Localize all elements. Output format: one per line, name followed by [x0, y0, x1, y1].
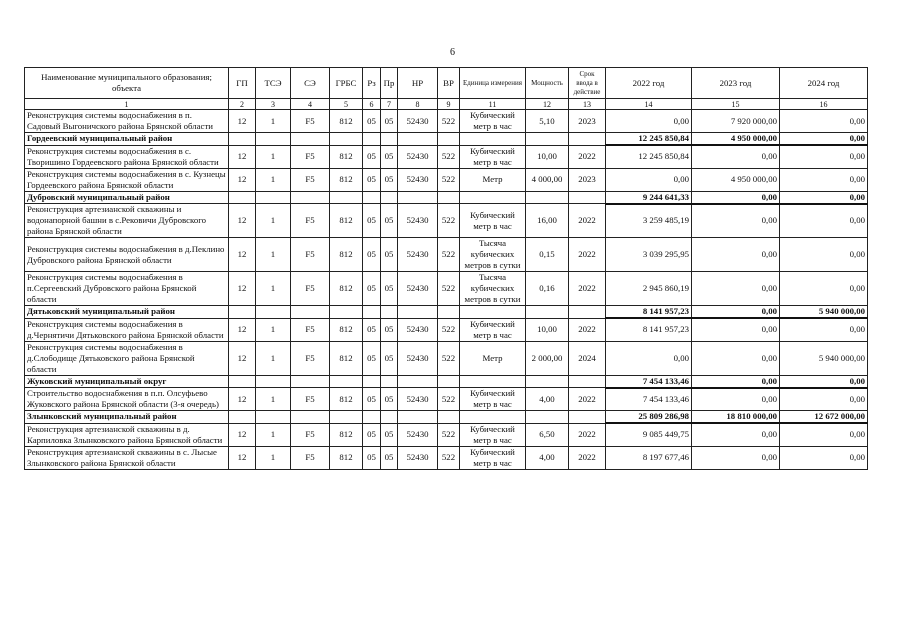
table-body — [25, 110, 868, 470]
cell-empty — [256, 306, 291, 319]
cell-2024: 0,00 — [780, 388, 868, 411]
cell-2023: 0,00 — [692, 446, 780, 469]
group-total-2022: 12 245 850,84 — [606, 133, 692, 146]
cell-grbs: 812 — [330, 423, 363, 446]
cell-rz: 05 — [363, 145, 381, 168]
group-total-2022: 9 244 641,33 — [606, 191, 692, 204]
cell-tse: 1 — [256, 204, 291, 238]
cell-2022: 3 259 485,19 — [606, 204, 692, 238]
cell-2022: 9 085 449,75 — [606, 423, 692, 446]
cell-tse: 1 — [256, 110, 291, 133]
cell-pr: 05 — [381, 446, 398, 469]
cell-empty — [291, 375, 330, 388]
cell-unit: Тысяча кубических метров в сутки — [460, 238, 526, 272]
cell-empty — [256, 133, 291, 146]
cell-empty — [460, 133, 526, 146]
cell-rz: 05 — [363, 423, 381, 446]
cell-2024: 0,00 — [780, 446, 868, 469]
colnum-6: 6 — [363, 99, 381, 110]
cell-2024: 0,00 — [780, 168, 868, 191]
cell-empty — [569, 306, 606, 319]
cell-unit: Кубический метр в час — [460, 204, 526, 238]
cell-rz: 05 — [363, 318, 381, 341]
cell-term: 2023 — [569, 168, 606, 191]
cell-term: 2022 — [569, 204, 606, 238]
cell-se: F5 — [291, 168, 330, 191]
object-name: Реконструкция системы водоснабжения в п.Сергеевский Дубровского района Брянской области — [25, 272, 229, 306]
cell-pr: 05 — [381, 204, 398, 238]
cell-power: 4,00 — [526, 446, 569, 469]
cell-empty — [398, 133, 438, 146]
cell-rz: 05 — [363, 272, 381, 306]
cell-empty — [363, 306, 381, 319]
cell-tse: 1 — [256, 272, 291, 306]
colnum-12: 12 — [526, 99, 569, 110]
cell-vr: 522 — [438, 341, 460, 375]
table-row — [25, 204, 868, 238]
table-row — [25, 446, 868, 469]
cell-grbs: 812 — [330, 446, 363, 469]
cell-term: 2024 — [569, 341, 606, 375]
header-unit: Единица измерения — [460, 68, 526, 99]
cell-2022: 3 039 295,95 — [606, 238, 692, 272]
cell-2023: 0,00 — [692, 388, 780, 411]
cell-grbs: 812 — [330, 110, 363, 133]
cell-tse: 1 — [256, 341, 291, 375]
cell-pr: 05 — [381, 388, 398, 411]
group-name: Гордеевский муниципальный район — [25, 133, 229, 146]
cell-gp: 12 — [229, 341, 256, 375]
cell-grbs: 812 — [330, 204, 363, 238]
colnum-5: 5 — [330, 99, 363, 110]
cell-empty — [229, 411, 256, 424]
group-total-2022: 25 809 286,98 — [606, 411, 692, 424]
group-total-2024: 5 940 000,00 — [780, 306, 868, 319]
cell-unit: Тысяча кубических метров в сутки — [460, 272, 526, 306]
table-row — [25, 341, 868, 375]
group-row — [25, 306, 868, 319]
cell-power: 5,10 — [526, 110, 569, 133]
cell-power: 4,00 — [526, 388, 569, 411]
colnum-11: 11 — [460, 99, 526, 110]
cell-empty — [460, 191, 526, 204]
cell-power: 10,00 — [526, 145, 569, 168]
group-total-2023: 0,00 — [692, 191, 780, 204]
colnum-1: 1 — [25, 99, 229, 110]
budget-table — [24, 67, 868, 470]
table-row — [25, 145, 868, 168]
group-name: Жуковский муниципальный округ — [25, 375, 229, 388]
cell-power: 0,16 — [526, 272, 569, 306]
cell-nr: 52430 — [398, 388, 438, 411]
cell-vr: 522 — [438, 145, 460, 168]
cell-pr: 05 — [381, 110, 398, 133]
object-name: Реконструкция артезианской скважины и водонапорной башни в с.Рековичи Дубровского района Брянской области — [25, 204, 229, 238]
cell-nr: 52430 — [398, 238, 438, 272]
cell-empty — [460, 306, 526, 319]
cell-pr: 05 — [381, 272, 398, 306]
table-row — [25, 423, 868, 446]
cell-unit: Кубический метр в час — [460, 388, 526, 411]
cell-empty — [330, 133, 363, 146]
cell-rz: 05 — [363, 388, 381, 411]
cell-empty — [291, 133, 330, 146]
cell-vr: 522 — [438, 238, 460, 272]
colnum-2: 2 — [229, 99, 256, 110]
cell-empty — [569, 191, 606, 204]
cell-tse: 1 — [256, 238, 291, 272]
cell-nr: 52430 — [398, 446, 438, 469]
cell-se: F5 — [291, 388, 330, 411]
cell-empty — [438, 306, 460, 319]
cell-term: 2022 — [569, 318, 606, 341]
header-2023: 2023 год — [692, 68, 780, 99]
group-name: Дятьковский муниципальный район — [25, 306, 229, 319]
header-grbs: ГРБС — [330, 68, 363, 99]
group-total-2022: 8 141 957,23 — [606, 306, 692, 319]
cell-2022: 8 141 957,23 — [606, 318, 692, 341]
cell-se: F5 — [291, 110, 330, 133]
cell-unit: Кубический метр в час — [460, 318, 526, 341]
cell-power: 10,00 — [526, 318, 569, 341]
cell-grbs: 812 — [330, 318, 363, 341]
cell-term: 2022 — [569, 272, 606, 306]
table-row — [25, 110, 868, 133]
cell-tse: 1 — [256, 168, 291, 191]
cell-gp: 12 — [229, 204, 256, 238]
cell-2023: 0,00 — [692, 204, 780, 238]
group-total-2023: 0,00 — [692, 375, 780, 388]
object-name: Реконструкция артезианской скважины в с. Лысые Злынковского района Брянской области — [25, 446, 229, 469]
table-row — [25, 318, 868, 341]
group-total-2024: 0,00 — [780, 133, 868, 146]
group-row — [25, 191, 868, 204]
cell-empty — [438, 133, 460, 146]
cell-se: F5 — [291, 318, 330, 341]
cell-vr: 522 — [438, 272, 460, 306]
cell-empty — [398, 306, 438, 319]
cell-vr: 522 — [438, 423, 460, 446]
cell-vr: 522 — [438, 446, 460, 469]
group-total-2022: 7 454 133,46 — [606, 375, 692, 388]
table-row — [25, 238, 868, 272]
cell-se: F5 — [291, 446, 330, 469]
cell-2023: 0,00 — [692, 341, 780, 375]
header-gp: ГП — [229, 68, 256, 99]
group-total-2023: 4 950 000,00 — [692, 133, 780, 146]
group-row — [25, 411, 868, 424]
cell-power: 0,15 — [526, 238, 569, 272]
cell-empty — [363, 191, 381, 204]
cell-2024: 0,00 — [780, 318, 868, 341]
cell-empty — [438, 411, 460, 424]
cell-nr: 52430 — [398, 168, 438, 191]
cell-2024: 0,00 — [780, 423, 868, 446]
cell-empty — [381, 306, 398, 319]
cell-empty — [460, 411, 526, 424]
cell-rz: 05 — [363, 341, 381, 375]
cell-power: 2 000,00 — [526, 341, 569, 375]
cell-term: 2022 — [569, 446, 606, 469]
cell-empty — [381, 375, 398, 388]
cell-empty — [460, 375, 526, 388]
cell-se: F5 — [291, 272, 330, 306]
cell-nr: 52430 — [398, 423, 438, 446]
cell-empty — [291, 411, 330, 424]
cell-empty — [526, 133, 569, 146]
cell-power: 16,00 — [526, 204, 569, 238]
object-name: Реконструкция артезианской скважины в д. Карпиловка Злынковского района Брянской области — [25, 423, 229, 446]
cell-term: 2022 — [569, 388, 606, 411]
cell-empty — [256, 375, 291, 388]
cell-empty — [569, 375, 606, 388]
cell-empty — [569, 133, 606, 146]
cell-tse: 1 — [256, 423, 291, 446]
object-name: Строительство водоснабжения в п.п. Олсуфьево Жуковского района Брянской области (3-я очередь) — [25, 388, 229, 411]
cell-tse: 1 — [256, 145, 291, 168]
header-rz: Рз — [363, 68, 381, 99]
cell-empty — [381, 133, 398, 146]
cell-empty — [291, 191, 330, 204]
cell-2024: 5 940 000,00 — [780, 341, 868, 375]
cell-2023: 0,00 — [692, 145, 780, 168]
object-name: Реконструкция системы водоснабжения в с. Творишино Гордеевского района Брянской области — [25, 145, 229, 168]
cell-2022: 0,00 — [606, 110, 692, 133]
cell-2022: 12 245 850,84 — [606, 145, 692, 168]
group-total-2024: 0,00 — [780, 191, 868, 204]
cell-2022: 2 945 860,19 — [606, 272, 692, 306]
group-row — [25, 133, 868, 146]
cell-nr: 52430 — [398, 272, 438, 306]
cell-grbs: 812 — [330, 388, 363, 411]
object-name: Реконструкция системы водоснабжения в д.Чернятичи Дятьковского района Брянской области — [25, 318, 229, 341]
group-total-2023: 18 810 000,00 — [692, 411, 780, 424]
cell-vr: 522 — [438, 388, 460, 411]
cell-2023: 0,00 — [692, 318, 780, 341]
header-power: Мощность — [526, 68, 569, 99]
cell-rz: 05 — [363, 446, 381, 469]
cell-vr: 522 — [438, 204, 460, 238]
cell-empty — [381, 191, 398, 204]
cell-pr: 05 — [381, 423, 398, 446]
cell-empty — [256, 411, 291, 424]
cell-empty — [229, 133, 256, 146]
cell-empty — [291, 306, 330, 319]
cell-pr: 05 — [381, 341, 398, 375]
object-name: Реконструкция системы водоснабжения в д.Пеклино Дубровского района Брянской области — [25, 238, 229, 272]
group-total-2024: 0,00 — [780, 375, 868, 388]
cell-gp: 12 — [229, 145, 256, 168]
colnum-13: 13 — [569, 99, 606, 110]
cell-empty — [229, 191, 256, 204]
cell-2024: 0,00 — [780, 238, 868, 272]
cell-rz: 05 — [363, 238, 381, 272]
cell-pr: 05 — [381, 238, 398, 272]
cell-se: F5 — [291, 204, 330, 238]
cell-pr: 05 — [381, 168, 398, 191]
cell-2022: 0,00 — [606, 341, 692, 375]
cell-rz: 05 — [363, 204, 381, 238]
cell-empty — [526, 411, 569, 424]
group-total-2023: 0,00 — [692, 306, 780, 319]
cell-term: 2022 — [569, 423, 606, 446]
cell-tse: 1 — [256, 318, 291, 341]
cell-empty — [438, 375, 460, 388]
page-number: 6 — [450, 47, 455, 58]
cell-empty — [256, 191, 291, 204]
object-name: Реконструкция системы водоснабжения в с. Кузнецы Гордеевского района Брянской области — [25, 168, 229, 191]
cell-power: 4 000,00 — [526, 168, 569, 191]
cell-grbs: 812 — [330, 341, 363, 375]
cell-empty — [526, 191, 569, 204]
cell-empty — [229, 306, 256, 319]
cell-term: 2022 — [569, 145, 606, 168]
cell-vr: 522 — [438, 168, 460, 191]
header-pr: Пр — [381, 68, 398, 99]
cell-empty — [363, 375, 381, 388]
cell-gp: 12 — [229, 423, 256, 446]
object-name: Реконструкция системы водоснабжения в п. Садовый Выгоничского района Брянской области — [25, 110, 229, 133]
cell-unit: Кубический метр в час — [460, 423, 526, 446]
table-row — [25, 168, 868, 191]
object-name: Реконструкция системы водоснабжения в д.Слободище Дятьковского района Брянской области — [25, 341, 229, 375]
colnum-4: 4 — [291, 99, 330, 110]
colnum-14: 14 — [606, 99, 692, 110]
cell-2022: 7 454 133,46 — [606, 388, 692, 411]
cell-2023: 0,00 — [692, 272, 780, 306]
cell-nr: 52430 — [398, 204, 438, 238]
cell-2023: 4 950 000,00 — [692, 168, 780, 191]
cell-term: 2022 — [569, 238, 606, 272]
cell-gp: 12 — [229, 110, 256, 133]
group-name: Дубровский муниципальный район — [25, 191, 229, 204]
cell-2022: 8 197 677,46 — [606, 446, 692, 469]
cell-vr: 522 — [438, 318, 460, 341]
colnum-3: 3 — [256, 99, 291, 110]
cell-unit: Кубический метр в час — [460, 110, 526, 133]
cell-empty — [330, 411, 363, 424]
colnum-16: 16 — [780, 99, 868, 110]
cell-2024: 0,00 — [780, 110, 868, 133]
group-name: Злынковский муниципальный район — [25, 411, 229, 424]
cell-se: F5 — [291, 145, 330, 168]
colnum-8: 8 — [398, 99, 438, 110]
cell-rz: 05 — [363, 168, 381, 191]
cell-pr: 05 — [381, 145, 398, 168]
cell-gp: 12 — [229, 318, 256, 341]
cell-empty — [381, 411, 398, 424]
cell-empty — [398, 191, 438, 204]
header-term: Срок ввода в действие — [569, 68, 606, 99]
cell-grbs: 812 — [330, 238, 363, 272]
cell-gp: 12 — [229, 238, 256, 272]
cell-2022: 0,00 — [606, 168, 692, 191]
cell-tse: 1 — [256, 388, 291, 411]
cell-gp: 12 — [229, 446, 256, 469]
header-name: Наименование муниципального образования; объекта — [25, 68, 229, 99]
cell-2023: 0,00 — [692, 423, 780, 446]
header-nr: НР — [398, 68, 438, 99]
table-row — [25, 272, 868, 306]
cell-term: 2023 — [569, 110, 606, 133]
cell-2024: 0,00 — [780, 204, 868, 238]
cell-empty — [398, 375, 438, 388]
cell-nr: 52430 — [398, 110, 438, 133]
header-row — [25, 68, 868, 99]
cell-empty — [229, 375, 256, 388]
cell-unit: Метр — [460, 168, 526, 191]
cell-grbs: 812 — [330, 145, 363, 168]
colnum-9: 9 — [438, 99, 460, 110]
cell-se: F5 — [291, 238, 330, 272]
cell-empty — [569, 411, 606, 424]
cell-2023: 7 920 000,00 — [692, 110, 780, 133]
cell-empty — [330, 191, 363, 204]
cell-empty — [330, 375, 363, 388]
cell-tse: 1 — [256, 446, 291, 469]
cell-se: F5 — [291, 341, 330, 375]
cell-gp: 12 — [229, 168, 256, 191]
cell-nr: 52430 — [398, 318, 438, 341]
header-vr: ВР — [438, 68, 460, 99]
header-se: СЭ — [291, 68, 330, 99]
cell-power: 6,50 — [526, 423, 569, 446]
cell-se: F5 — [291, 423, 330, 446]
header-tse: ТСЭ — [256, 68, 291, 99]
cell-2024: 0,00 — [780, 145, 868, 168]
column-number-row — [25, 99, 868, 110]
group-row — [25, 375, 868, 388]
cell-empty — [398, 411, 438, 424]
cell-empty — [526, 375, 569, 388]
cell-pr: 05 — [381, 318, 398, 341]
cell-empty — [363, 133, 381, 146]
header-2022: 2022 год — [606, 68, 692, 99]
cell-grbs: 812 — [330, 168, 363, 191]
cell-empty — [438, 191, 460, 204]
cell-vr: 522 — [438, 110, 460, 133]
cell-gp: 12 — [229, 388, 256, 411]
group-total-2024: 12 672 000,00 — [780, 411, 868, 424]
cell-unit: Метр — [460, 341, 526, 375]
header-2024: 2024 год — [780, 68, 868, 99]
cell-empty — [526, 306, 569, 319]
cell-empty — [330, 306, 363, 319]
cell-nr: 52430 — [398, 145, 438, 168]
cell-gp: 12 — [229, 272, 256, 306]
cell-grbs: 812 — [330, 272, 363, 306]
cell-2023: 0,00 — [692, 238, 780, 272]
colnum-7: 7 — [381, 99, 398, 110]
cell-unit: Кубический метр в час — [460, 446, 526, 469]
cell-2024: 0,00 — [780, 272, 868, 306]
colnum-15: 15 — [692, 99, 780, 110]
cell-rz: 05 — [363, 110, 381, 133]
cell-unit: Кубический метр в час — [460, 145, 526, 168]
cell-empty — [363, 411, 381, 424]
cell-nr: 52430 — [398, 341, 438, 375]
table-row — [25, 388, 868, 411]
